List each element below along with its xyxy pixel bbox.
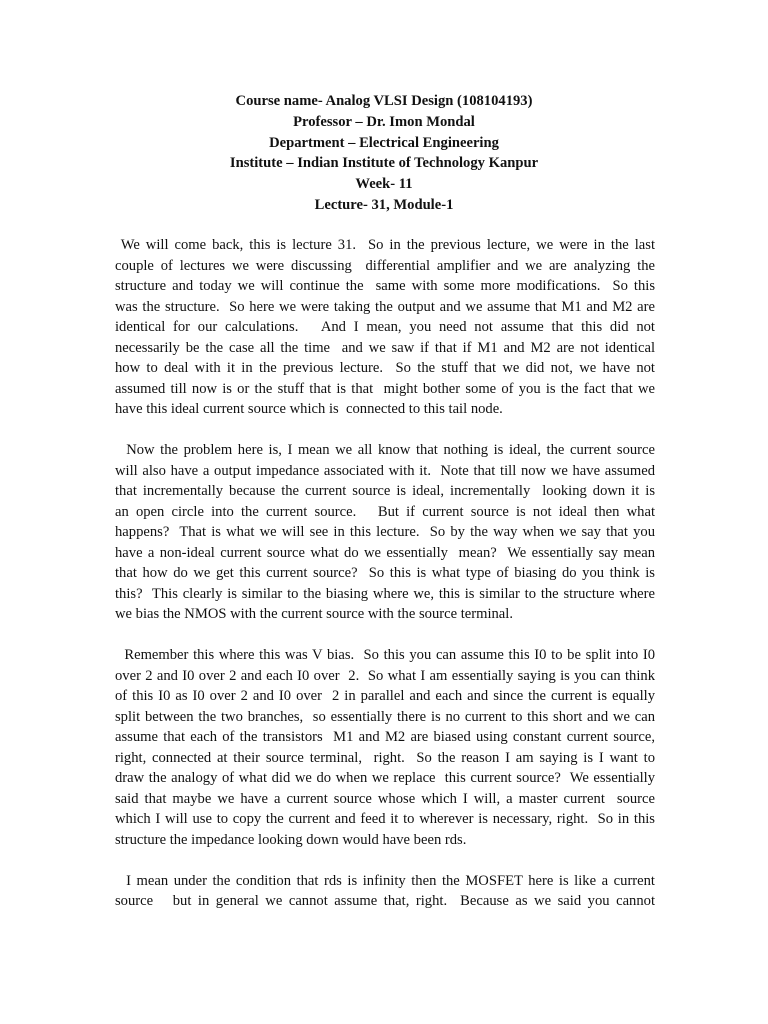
paragraph-line: will also have a output impedance associated with it. Note that till now we have assumed [115,462,655,479]
paragraph-line: couple of lectures we were discussing differential amplifier and we are analyzing the [115,257,655,274]
paragraph-line: that incrementally because the current source is ideal, incrementally looking down it is [115,483,655,499]
paragraph-line: structure the impedance looking down would have been rds. [115,831,467,848]
transcript-paragraph [115,235,655,420]
paragraph-line: assume that each of the transistors M1 and M2 are biased using constant current source, [115,729,655,745]
paragraph-line: have a non-ideal current source what do we essentially mean? We essentially say mean [115,544,655,561]
document-header [0,91,768,216]
institute-line: Institute – Indian Institute of Technology Kanpur [229,155,539,172]
paragraph-line: Now the problem here is, I mean we all know that nothing is ideal, the current source [115,442,655,458]
paragraph-line: over 2 and I0 over 2 and each I0 over 2. So what I am essentially saying is you can think [115,667,655,684]
paragraph-line: source but in general we cannot assume that, right. Because as we said you cannot [115,893,655,909]
paragraph-line: We will come back, this is lecture 31. So in the previous lecture, we were in the last [115,237,655,253]
paragraph-line: necessarily be the case all the time and we saw if that if M1 and M2 are not identical [115,339,655,356]
paragraph-line: identical for our calculations. And I mean, you need not assume that this did not [115,319,655,335]
paragraph-line: right, connected at their source terminal, right. So the reason I am saying is I want to [115,749,655,766]
week-line: Week- 11 [355,176,413,193]
paragraph-line: we bias the NMOS with the current source with the source terminal. [115,606,513,622]
paragraph-line: split between the two branches, so essentially there is no current to this short and we can [115,708,655,725]
paragraph-line: that how do we get this current source? So this is what type of biasing do you think is [115,565,655,581]
paragraph-line: was the structure. So here we were taking the output and we assume that M1 and M2 are [115,298,655,315]
paragraph-line: of this I0 as I0 over 2 and I0 over 2 in parallel and each and since the current is equally [115,688,655,704]
paragraph-line: have this ideal current source which is connected to this tail node. [115,401,503,417]
transcript-body [115,235,655,932]
course-name-line: Course name- Analog VLSI Design (108104193) [235,93,533,109]
paragraph-line: Remember this where this was V bias. So this you can assume this I0 to be split into I0 [115,647,655,663]
paragraph-line: said that maybe we have a current source whose which I will, a master current source [115,790,655,807]
paragraph-line: which I will use to copy the current and feed it to wherever is necessary, right. So in this [115,811,655,827]
paragraph-line: how to deal with it in the previous lecture. So the stuff that we did not, we have not [115,360,655,376]
professor-line: Professor – Dr. Imon Mondal [293,113,475,130]
lecture-line: Lecture- 31, Module-1 [314,196,454,213]
paragraph-line: I mean under the condition that rds is infinity then the MOSFET here is like a current [115,872,655,889]
paragraph-line: assumed till now is or the stuff that is that might bother some of you is the fact that we [115,380,655,397]
transcript-paragraph [115,440,655,625]
paragraph-line: an open circle into the current source. But if current source is not ideal then what [115,503,655,520]
paragraph-line: structure and today we will continue the same with some more modifications. So this [115,278,655,294]
paragraph-line: draw the analogy of what did we do when we replace this current source? We essentially [115,770,655,786]
paragraph-line: this? This clearly is similar to the biasing where we, this is similar to the structure where [115,585,655,602]
transcript-paragraph [115,645,655,850]
department-line: Department – Electrical Engineering [269,134,499,151]
transcript-paragraph [115,871,655,912]
paragraph-line: happens? That is what we will see in this lecture. So by the way when we say that you [115,524,655,540]
